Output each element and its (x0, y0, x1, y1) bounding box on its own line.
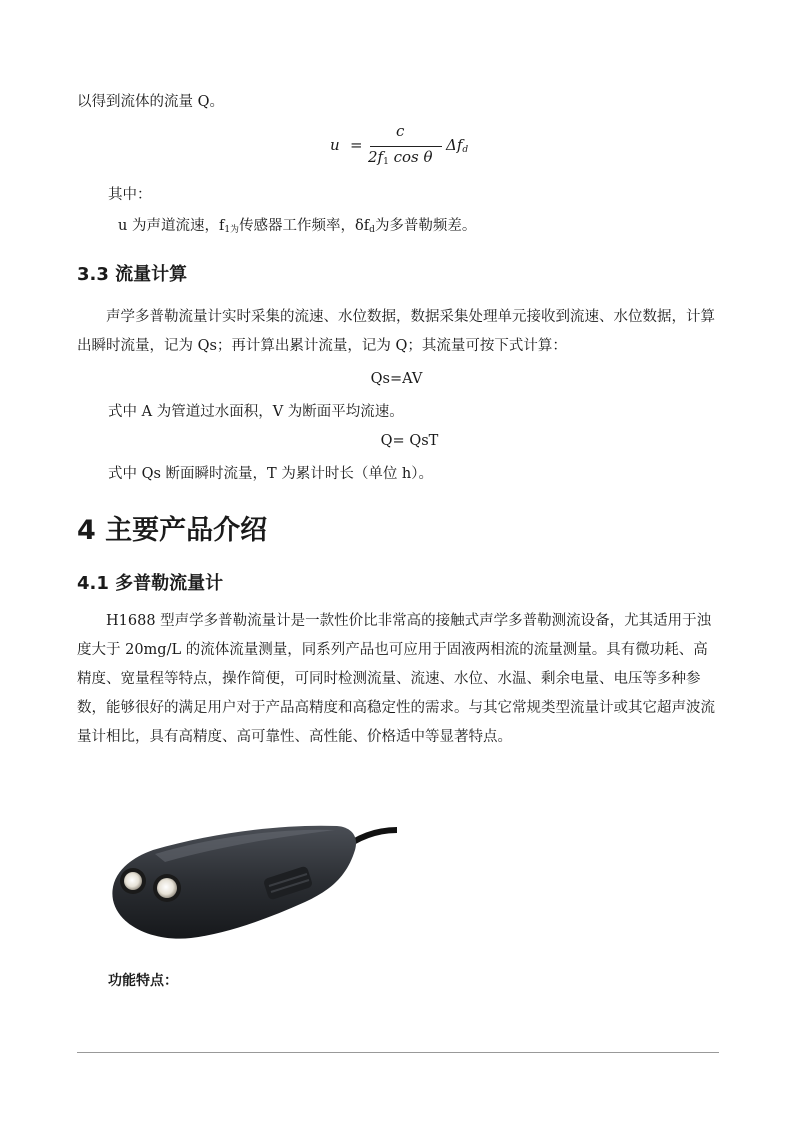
cable (353, 830, 397, 842)
equation-q-note: 式中 Qs 断面瞬时流量，T 为累计时长（单位 h）。 (108, 466, 434, 482)
where-definitions: u 为声道流速，$f_{1为}$传感器工作频率，$\delta f_d$为多普勒频差。 (118, 218, 477, 235)
where-label: 其中： (108, 187, 152, 203)
section-4-1-heading: 4.1 多普勒流量计 (77, 573, 224, 594)
fraction-bar (370, 146, 442, 147)
doppler-flowmeter-image (105, 820, 400, 945)
velocity-formula (330, 120, 470, 170)
section-3-3-heading: 3.3 流量计算 (77, 264, 188, 285)
chapter-4-heading: 4 主要产品介绍 (77, 515, 268, 546)
equation-q: Q= QsT (380, 433, 439, 449)
formula-numerator: c (396, 122, 405, 140)
formula-rhs: $\Delta f_d$ (446, 136, 469, 155)
features-label: 功能特点： (108, 973, 178, 989)
footer-rule (77, 1052, 719, 1053)
equation-qs: Qs=AV (370, 371, 423, 387)
formula-equals: = (350, 136, 363, 154)
equation-qs-note: 式中 A 为管道过水面积，V 为断面平均流速。 (108, 404, 404, 420)
formula-denominator: $2f_1$ cos θ (368, 148, 433, 167)
section-4-1-paragraph: H1688 型声学多普勒流量计是一款性价比非常高的接触式声学多普勒测流设备，尤其适用于浊度大于 20mg/L 的流体流量测量，同系列产品也可应用于固液两相流的流量测量。具有微功耗、高精度、宽量程等特点，操作简便，可同时检测流量、流速、水位、水温、剩余电量、电压等多种参数，能够很好的满足用户对于产品高精度和高稳定性的需求。与其它常规类型流量计或其它超声波流量计相比，具有高精度、高可靠性、高性能、价格适中等显著特点。 (77, 613, 715, 745)
section-3-3-paragraph: 声学多普勒流量计实时采集的流速、水位数据，数据采集处理单元接收到流速、水位数据，计算出瞬时流量，记为 Qs；再计算出累计流量，记为 Q；其流量可按下式计算： (77, 309, 715, 354)
formula-lhs: u (330, 136, 340, 154)
intro-tail-text: 以得到流体的流量 Q。 (77, 94, 224, 110)
